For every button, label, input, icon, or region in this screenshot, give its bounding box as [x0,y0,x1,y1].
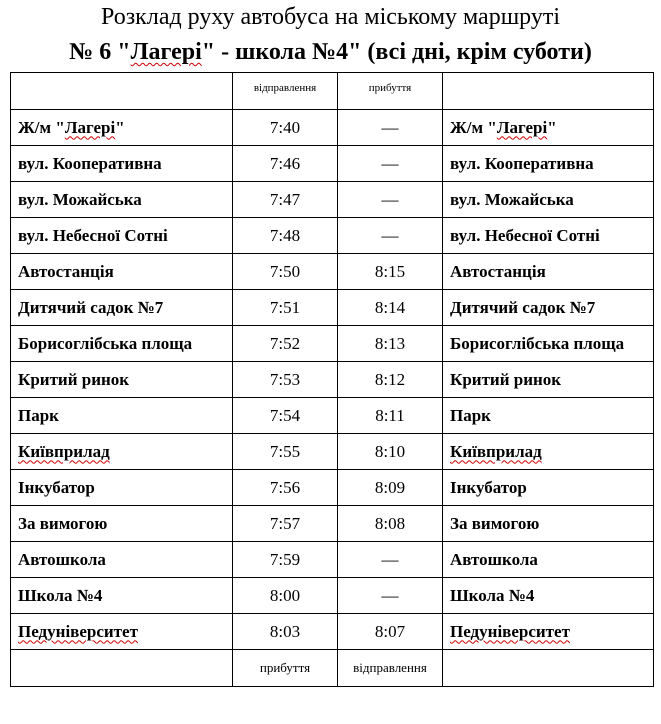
stop-name-left [11,182,233,218]
stop-name-left [11,398,233,434]
stop-name-right [443,146,654,182]
stop-name-left [11,254,233,290]
departure-time: 7:57 [233,506,338,542]
page-title: Розклад руху автобуса на міському маршруті [100,4,561,30]
stop-name-prefix: Ж/м " [450,117,497,137]
stop-name-prefix: Парк [450,405,491,425]
schedule-body [11,73,654,687]
stop-name-prefix: вул. Небесної Сотні [450,225,600,245]
arrival-time: 8:08 [338,506,443,542]
stop-name-prefix: Дитячий садок №7 [450,297,596,317]
arrival-time: — [338,218,443,254]
stop-name-left [11,290,233,326]
table-row [11,290,654,326]
stop-name-prefix: Автостанція [450,261,546,281]
stop-name-prefix: вул. Кооперативна [450,153,594,173]
arrival-time: — [338,110,443,146]
departure-time: 7:54 [233,398,338,434]
table-footer-row [11,650,654,687]
stop-name-spellcheck-word: Педуніверситет [18,621,138,641]
stop-name-prefix: Інкубатор [18,477,95,497]
stop-name-prefix: Борисоглібська площа [450,333,625,353]
table-row [11,254,654,290]
departure-time: 7:51 [233,290,338,326]
stop-name-right [443,506,654,542]
stop-name-prefix: вул. Кооперативна [18,153,162,173]
stop-name-prefix: Школа №4 [18,585,103,605]
table-row [11,326,654,362]
stop-name-right [443,470,654,506]
stop-name-prefix: Автошкола [18,549,106,569]
arrival-time: 8:09 [338,470,443,506]
header-departure: відправлення [233,73,338,110]
stop-name-right [443,326,654,362]
footer-departure: відправлення [338,650,443,687]
stop-name-left [11,434,233,470]
route-subtitle [0,37,661,67]
stop-name-prefix: Парк [18,405,59,425]
stop-name-prefix: Борисоглібська площа [18,333,193,353]
stop-name-left [11,542,233,578]
stop-name-left [11,470,233,506]
stop-name-left [11,326,233,362]
stop-name-right [443,578,654,614]
arrival-time: 8:12 [338,362,443,398]
arrival-time: 8:07 [338,614,443,650]
stop-name-spellcheck-word: Київприлад [18,441,110,461]
departure-time: 7:56 [233,470,338,506]
table-row [11,398,654,434]
table-row [11,110,654,146]
stop-name-prefix: вул. Можайська [18,189,142,209]
stop-name-right [443,398,654,434]
stop-name-prefix: Критий ринок [18,369,130,389]
arrival-time: — [338,578,443,614]
stop-name-spellcheck-word: Лагері [496,117,548,137]
departure-time: 7:55 [233,434,338,470]
arrival-time: 8:15 [338,254,443,290]
stop-name-left [11,110,233,146]
table-row [11,542,654,578]
table-row [11,182,654,218]
stop-name-left [11,578,233,614]
stop-name-prefix: Критий ринок [450,369,562,389]
table-row [11,506,654,542]
footer-cell-empty-right [443,650,654,687]
stop-name-left [11,614,233,650]
departure-time: 7:40 [233,110,338,146]
departure-time: 7:46 [233,146,338,182]
stop-name-prefix: Автошкола [450,549,538,569]
stop-name-right [443,542,654,578]
arrival-time: 8:14 [338,290,443,326]
footer-cell-empty-left [11,650,233,687]
stop-name-right [443,110,654,146]
departure-time: 7:47 [233,182,338,218]
table-row [11,434,654,470]
stop-name-prefix: За вимогою [450,513,540,533]
stop-name-right [443,218,654,254]
table-row [11,146,654,182]
stop-name-suffix: " [115,117,125,137]
stop-name-left [11,218,233,254]
header-cell-empty-right [443,73,654,110]
table-header-row [11,73,654,110]
header-cell-empty-left [11,73,233,110]
departure-time: 7:59 [233,542,338,578]
departure-time: 7:48 [233,218,338,254]
departure-time: 8:00 [233,578,338,614]
stop-name-right [443,434,654,470]
stop-name-spellcheck-word: Лагері [64,117,116,137]
table-row [11,470,654,506]
stop-name-left [11,362,233,398]
stop-name-prefix: Школа №4 [450,585,535,605]
arrival-time: — [338,146,443,182]
stop-name-spellcheck-word: Київприлад [450,441,542,461]
stop-name-left [11,506,233,542]
stop-name-suffix: " [547,117,557,137]
stop-name-right [443,290,654,326]
arrival-time: — [338,182,443,218]
stop-name-right [443,182,654,218]
table-row [11,362,654,398]
arrival-time: 8:11 [338,398,443,434]
stop-name-prefix: Дитячий садок №7 [18,297,164,317]
stop-name-prefix: За вимогою [18,513,108,533]
table-row [11,614,654,650]
arrival-time: 8:13 [338,326,443,362]
stop-name-prefix: вул. Небесної Сотні [18,225,168,245]
subtitle-suffix: " - школа №4" (всі дні, крім суботи) [201,39,592,65]
stop-name-right [443,362,654,398]
stop-name-prefix: Інкубатор [450,477,527,497]
stop-name-prefix: Автостанція [18,261,114,281]
table-row [11,218,654,254]
departure-time: 7:52 [233,326,338,362]
header-arrival: прибуття [338,73,443,110]
arrival-time: 8:10 [338,434,443,470]
stop-name-left [11,146,233,182]
footer-arrival: прибуття [233,650,338,687]
stop-name-right [443,614,654,650]
schedule-table [10,72,654,687]
departure-time: 8:03 [233,614,338,650]
stop-name-prefix: Ж/м " [18,117,65,137]
subtitle-prefix: № 6 " [69,39,131,65]
stop-name-spellcheck-word: Педуніверситет [450,621,570,641]
stop-name-right [443,254,654,290]
table-row [11,578,654,614]
arrival-time: — [338,542,443,578]
stop-name-prefix: вул. Можайська [450,189,574,209]
departure-time: 7:50 [233,254,338,290]
subtitle-spellcheck-word: Лагері [130,39,202,65]
departure-time: 7:53 [233,362,338,398]
